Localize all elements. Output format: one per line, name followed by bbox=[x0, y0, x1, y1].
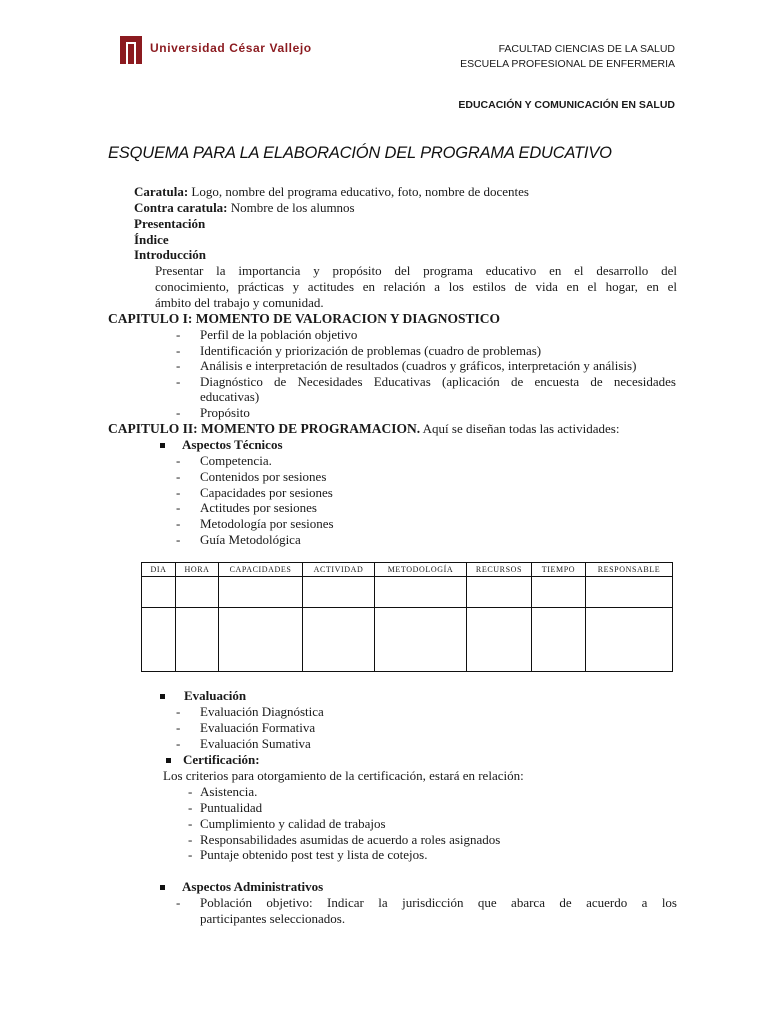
table-cell bbox=[176, 608, 219, 672]
table-row bbox=[142, 577, 673, 608]
faculty-name: FACULTAD CIENCIAS DE LA SALUD bbox=[498, 43, 675, 55]
table-header-cell: RESPONSABLE bbox=[586, 563, 673, 577]
intro-text-line-1: Presentar la importancia y propósito del programa educativo en el desarrollo del bbox=[155, 263, 677, 278]
cap2-title-rest: Aquí se diseñan todas las actividades: bbox=[420, 421, 620, 436]
table-header-cell: RECURSOS bbox=[467, 563, 532, 577]
cap1-title: CAPITULO I: MOMENTO DE VALORACION Y DIAGNOSTICO bbox=[108, 311, 501, 326]
program-table bbox=[141, 562, 673, 672]
intro-text-line-2: conocimiento, prácticas y actitudes en relación a los estilos de vida en el hogar, en el bbox=[155, 279, 677, 294]
presentacion-heading: Presentación bbox=[134, 216, 206, 231]
table-header-row bbox=[142, 563, 673, 577]
caratula-text: Logo, nombre del programa educativo, foto, nombre de docentes bbox=[188, 184, 529, 199]
intro-text-line-3: ámbito del trabajo y comunidad. bbox=[155, 295, 324, 310]
table-cell bbox=[219, 608, 303, 672]
administrativos-item-continuation: participantes seleccionados. bbox=[200, 911, 346, 926]
table-cell bbox=[142, 577, 176, 608]
table-cell bbox=[142, 608, 176, 672]
university-logo-icon bbox=[120, 36, 142, 64]
school-name: ESCUELA PROFESIONAL DE ENFERMERIA bbox=[460, 58, 675, 70]
table-header-cell: ACTIVIDAD bbox=[303, 563, 375, 577]
cap2-title: CAPITULO II: MOMENTO DE PROGRAMACION. bbox=[108, 421, 421, 436]
table-cell bbox=[467, 608, 532, 672]
table-cell bbox=[375, 608, 467, 672]
caratula-label: Caratula: bbox=[134, 184, 189, 199]
cap1-item-continuation: educativas) bbox=[200, 389, 260, 404]
table-cell bbox=[303, 608, 375, 672]
caratula-line bbox=[134, 184, 529, 200]
table-cell bbox=[532, 608, 586, 672]
table-header-cell: HORA bbox=[176, 563, 219, 577]
table-cell bbox=[586, 577, 673, 608]
logo-text: Universidad César Vallejo bbox=[150, 41, 312, 55]
table-cell bbox=[467, 577, 532, 608]
document-title: ESQUEMA PARA LA ELABORACIÓN DEL PROGRAMA EDUCATIVO bbox=[108, 144, 612, 162]
table-header-cell: CAPACIDADES bbox=[219, 563, 303, 577]
table-cell bbox=[586, 608, 673, 672]
table-cell bbox=[375, 577, 467, 608]
table-cell bbox=[532, 577, 586, 608]
contra-label: Contra caratula: bbox=[134, 200, 228, 215]
table-cell bbox=[176, 577, 219, 608]
certificacion-intro: Los criterios para otorgamiento de la certificación, estará en relación: bbox=[163, 768, 524, 783]
introduccion-heading: Introducción bbox=[134, 247, 206, 262]
course-name: EDUCACIÓN Y COMUNICACIÓN EN SALUD bbox=[458, 99, 675, 111]
table-row bbox=[142, 608, 673, 672]
table-header-cell: DIA bbox=[142, 563, 176, 577]
indice-heading: Índice bbox=[134, 232, 169, 247]
table-header-cell: TIEMPO bbox=[532, 563, 586, 577]
contra-line bbox=[134, 200, 355, 216]
table-header-cell: METODOLOGÍA bbox=[375, 563, 467, 577]
contra-text: Nombre de los alumnos bbox=[227, 200, 355, 215]
table-cell bbox=[303, 577, 375, 608]
table-cell bbox=[219, 577, 303, 608]
cap2-title-line bbox=[108, 421, 619, 437]
